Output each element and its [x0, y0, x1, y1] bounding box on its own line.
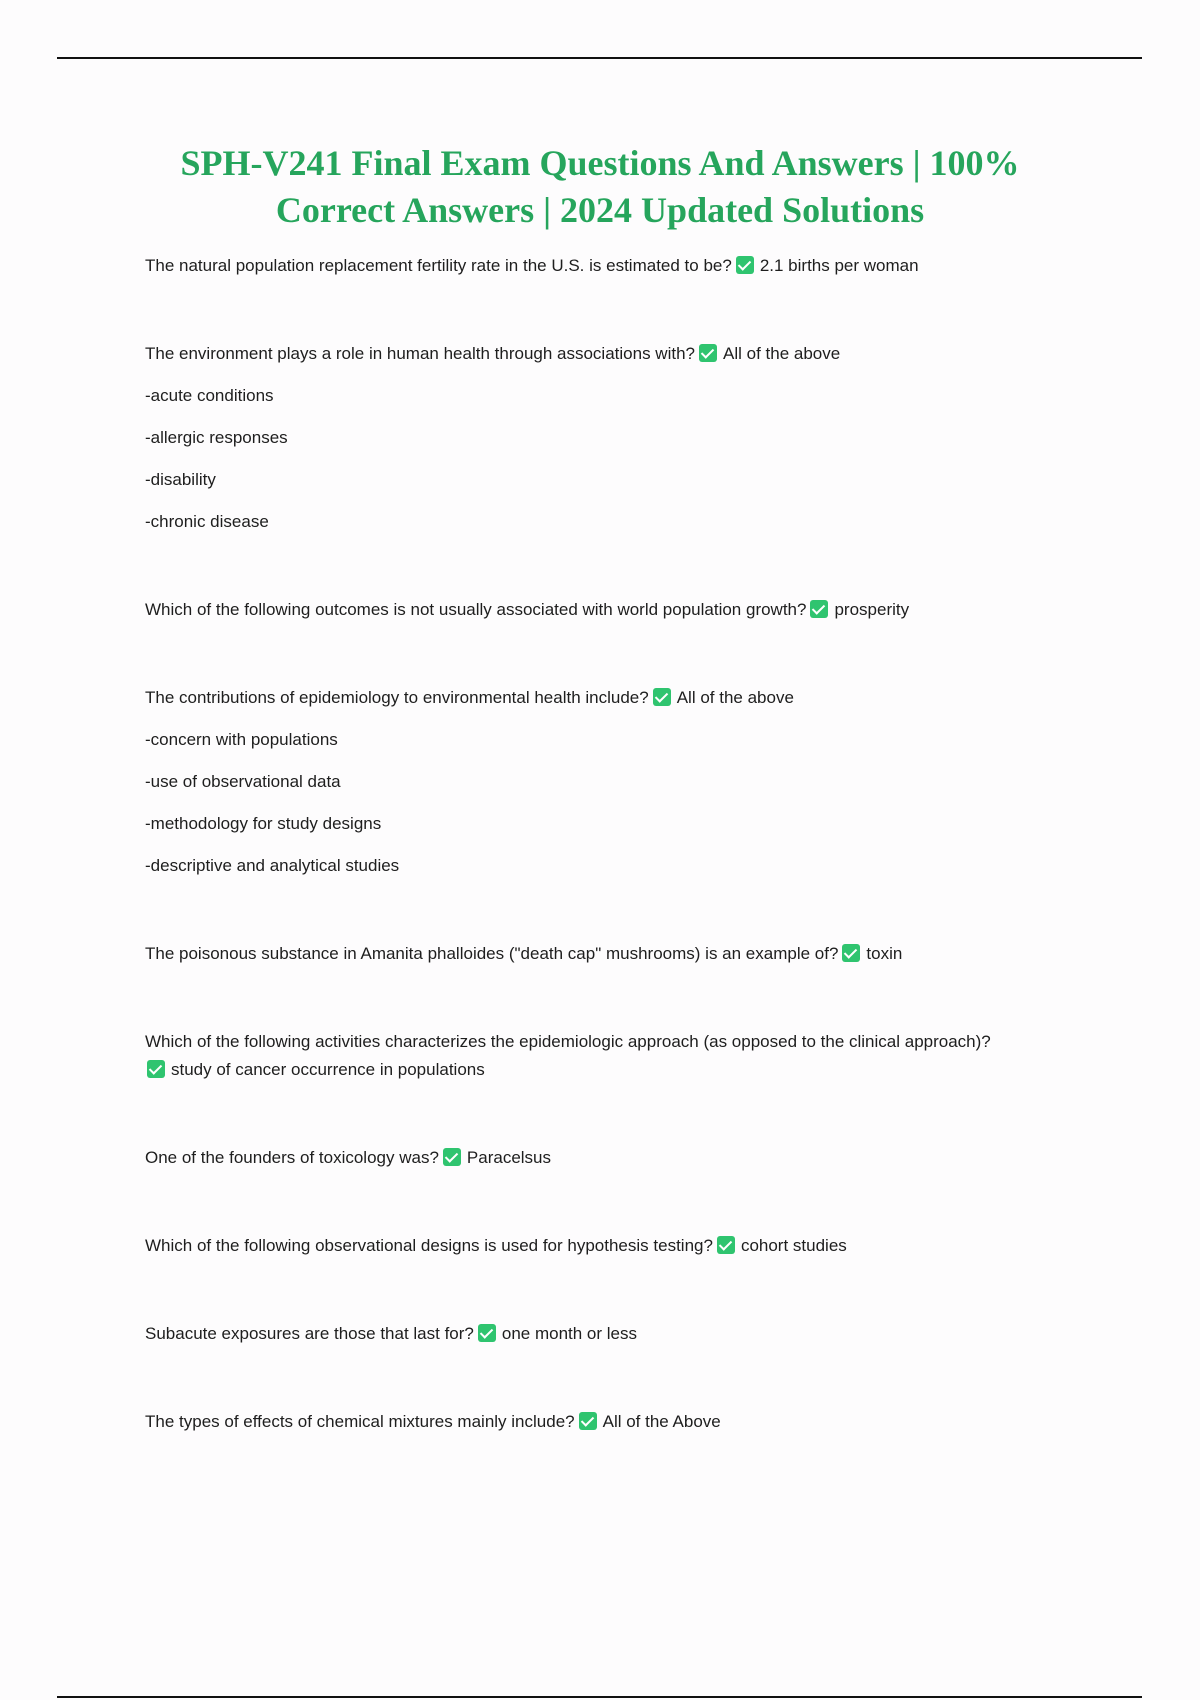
bottom-rule [57, 1696, 1142, 1698]
qa-item-9 [145, 1320, 1085, 1348]
qa-item-3 [145, 596, 1085, 624]
question-text: Which of the following activities characterizes the epidemiologic approach (as opposed to the clinical approach)? [145, 1032, 991, 1051]
answer-text: toxin [866, 944, 903, 963]
qa-item-8 [145, 1232, 1085, 1260]
top-rule [57, 57, 1142, 59]
option-item: -descriptive and analytical studies [145, 856, 400, 875]
page-title [100, 140, 1100, 234]
check-icon [842, 944, 860, 962]
question-text: The natural population replacement fertility rate in the U.S. is estimated to be? [145, 256, 732, 275]
check-icon [653, 688, 671, 706]
qa-item-5 [145, 940, 1085, 968]
question-text: Which of the following outcomes is not usually associated with world population growth? [145, 600, 807, 619]
question-text: The contributions of epidemiology to environmental health include? [145, 688, 649, 707]
answer-text: 2.1 births per woman [759, 256, 919, 275]
qa-item-10 [145, 1408, 1085, 1436]
option-item: -methodology for study designs [145, 814, 382, 833]
question-text: The types of effects of chemical mixtures mainly include? [145, 1412, 575, 1431]
answer-text: study of cancer occurrence in populations [171, 1060, 485, 1079]
check-icon [443, 1148, 461, 1166]
check-icon [717, 1236, 735, 1254]
qa-item-6 [145, 1028, 1085, 1084]
title-line-1: SPH-V241 Final Exam Questions And Answers | 100% [180, 143, 1020, 183]
option-item: -allergic responses [145, 428, 288, 447]
question-text: The environment plays a role in human health through associations with? [145, 344, 695, 363]
answer-text: All of the above [676, 688, 794, 707]
check-icon [147, 1060, 165, 1078]
question-text: Subacute exposures are those that last for? [145, 1324, 474, 1343]
option-item: -chronic disease [145, 512, 269, 531]
answer-text: All of the Above [602, 1412, 721, 1431]
question-text: One of the founders of toxicology was? [145, 1148, 439, 1167]
qa-list [145, 252, 1085, 1436]
option-item: -concern with populations [145, 730, 338, 749]
check-icon [579, 1412, 597, 1430]
title-line-2: Correct Answers | 2024 Updated Solutions [275, 190, 925, 230]
check-icon [736, 256, 754, 274]
answer-text: one month or less [501, 1324, 638, 1343]
question-text: The poisonous substance in Amanita phalloides ("death cap" mushrooms) is an example of? [145, 944, 839, 963]
answer-text: All of the above [723, 344, 841, 363]
option-item: -disability [145, 470, 216, 489]
option-item: -use of observational data [145, 772, 341, 791]
answer-text: cohort studies [740, 1236, 847, 1255]
answer-text: prosperity [834, 600, 910, 619]
qa-item-7 [145, 1144, 1085, 1172]
qa-item-1 [145, 252, 1085, 280]
qa-item-4 [145, 684, 1085, 880]
check-icon [699, 344, 717, 362]
check-icon [478, 1324, 496, 1342]
qa-item-2 [145, 340, 1085, 536]
option-item: -acute conditions [145, 386, 274, 405]
check-icon [810, 600, 828, 618]
answer-text: Paracelsus [466, 1148, 552, 1167]
question-text: Which of the following observational designs is used for hypothesis testing? [145, 1236, 713, 1255]
